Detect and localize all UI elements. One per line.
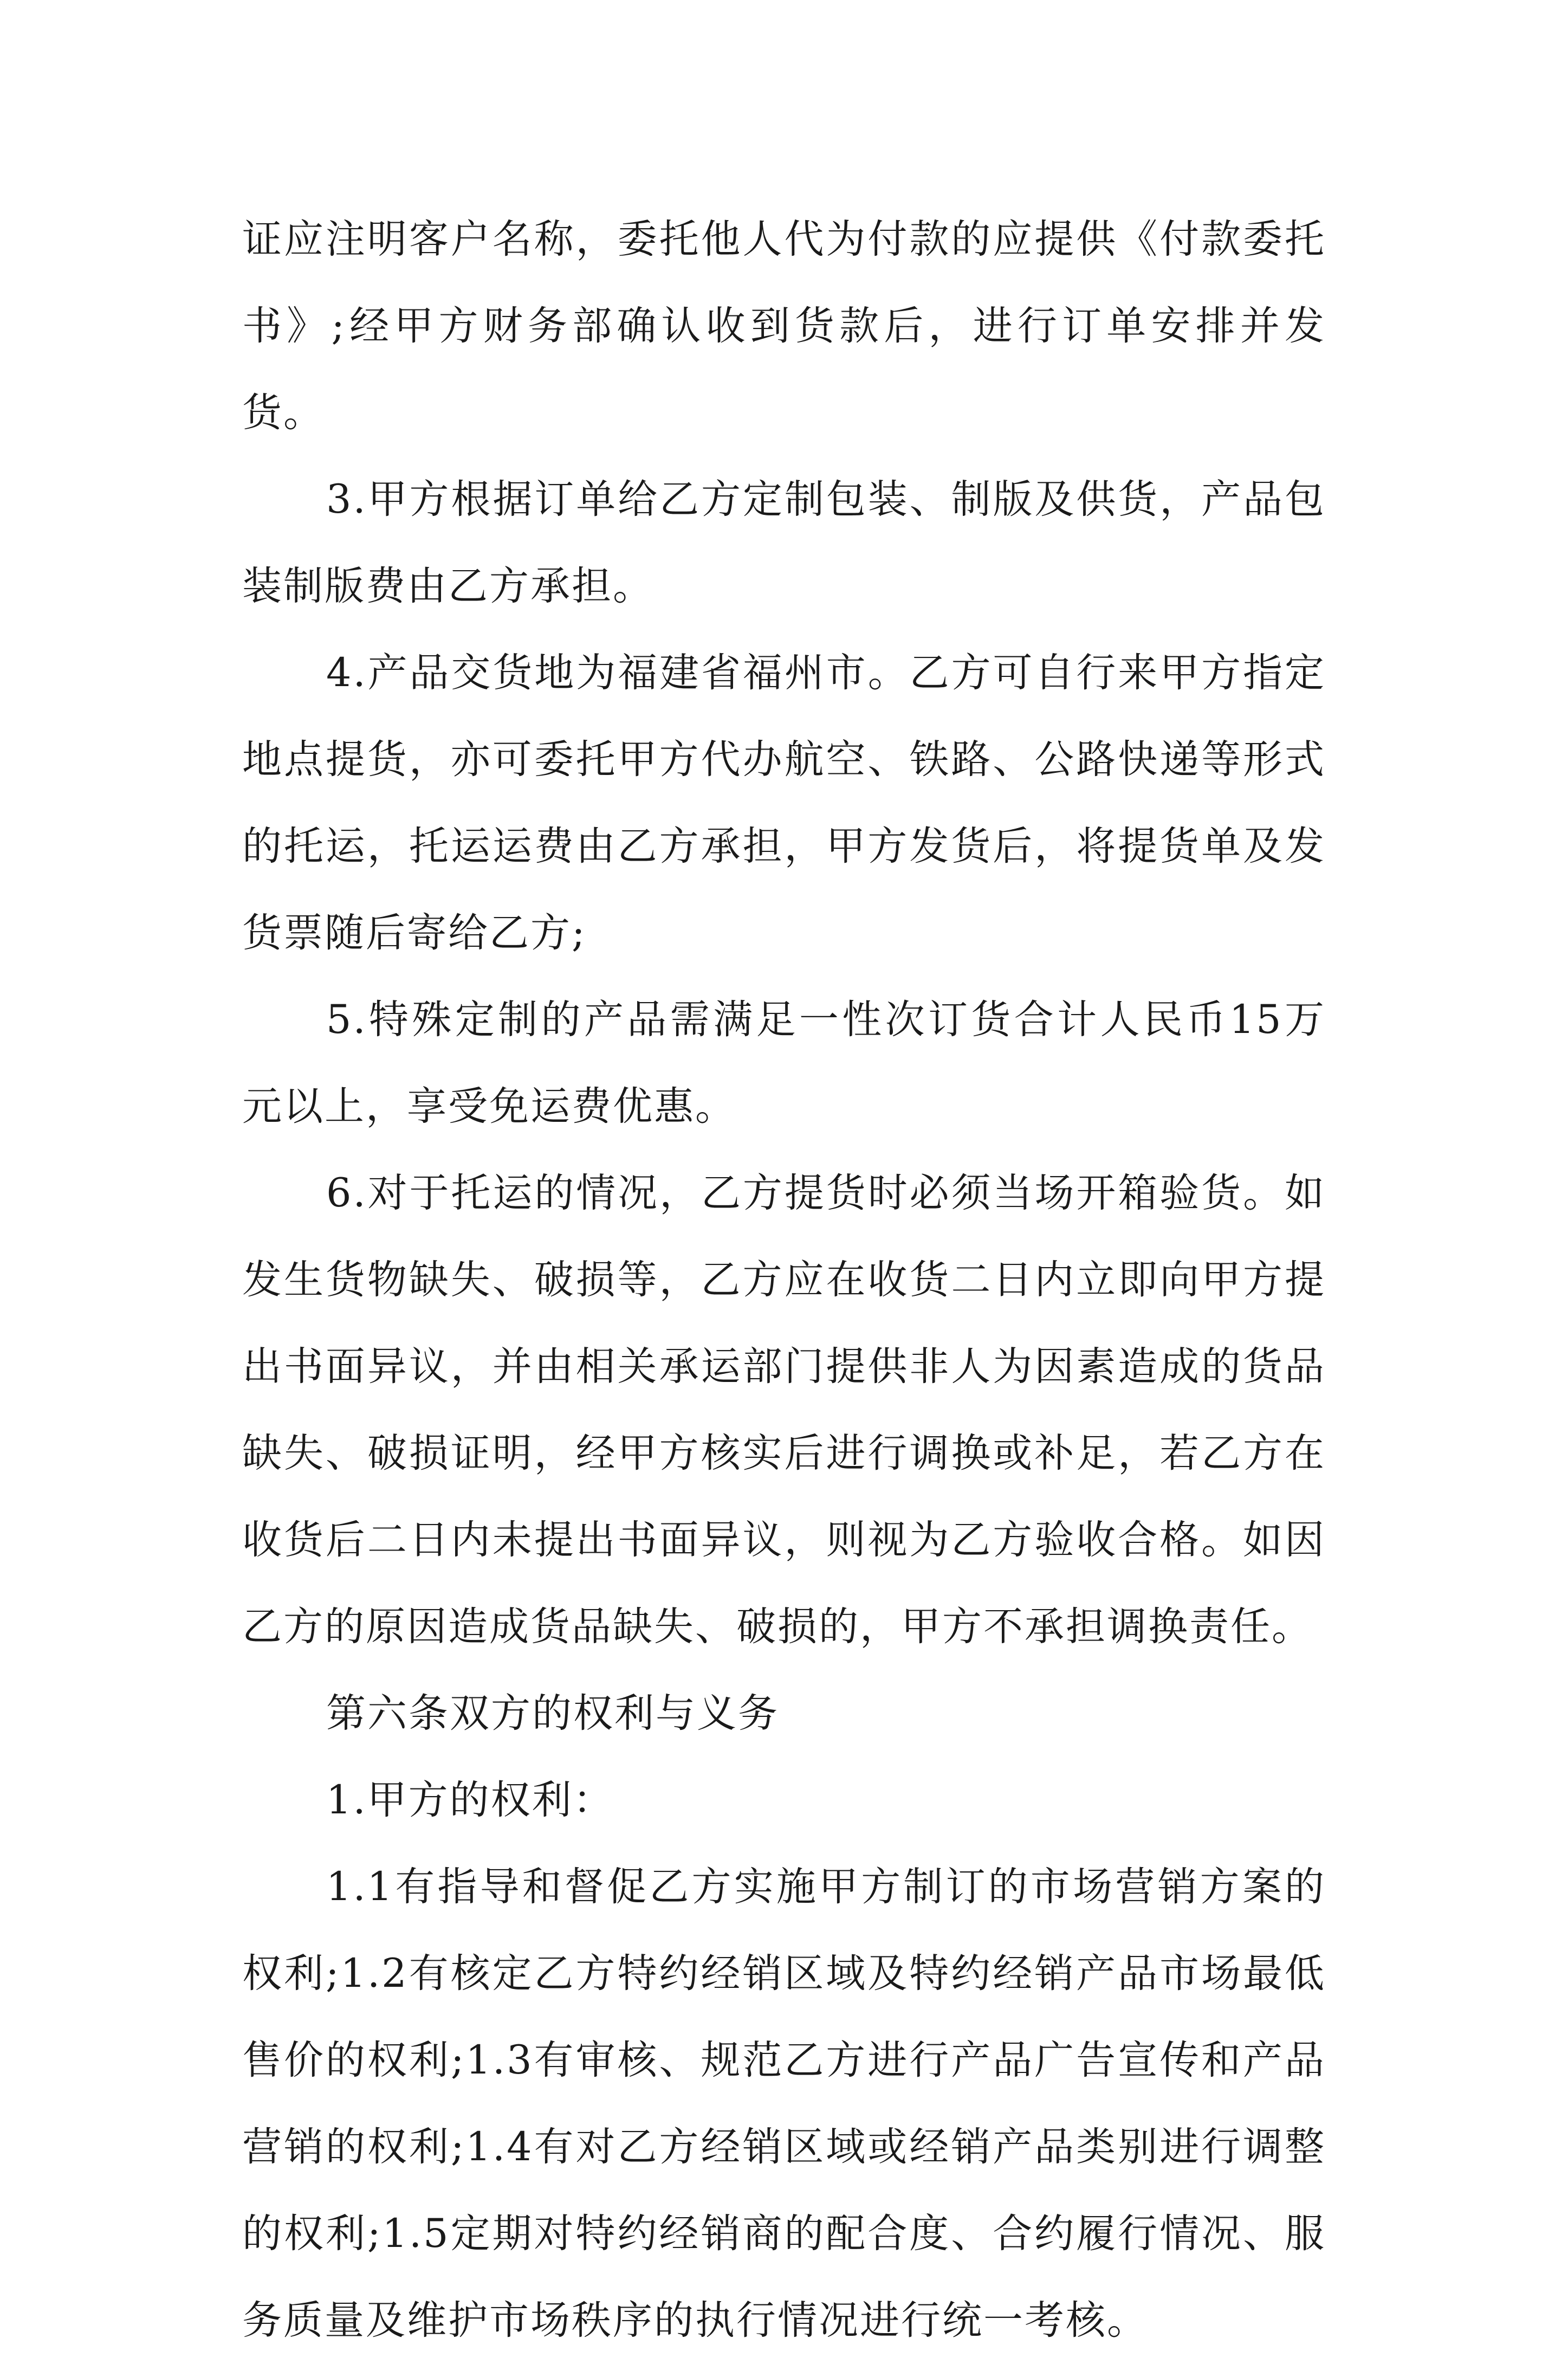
- paragraph-rights-list: 1.1有指导和督促乙方实施甲方制订的市场营销方案的权利;1.2有核定乙方特约经销区域及特约经销产品市场最低售价的权利;1.3有审核、规范乙方进行产品广告宣传和产品营销的权利;1.4有对乙方经销区域或经销产品类别进行调整的权利;1.5定期对特约经销商的配合度、合约履行情况、服务质量及维护市场秩序的执行情况进行统一考核。: [242, 1864, 1326, 2343]
- paragraph-clause-5: 5.特殊定制的产品需满足一性次订货合计人民币15万元以上，享受免运费优惠。: [242, 997, 1326, 1129]
- paragraph-clause-6: 6.对于托运的情况，乙方提货时必须当场开箱验货。如发生货物缺失、破损等，乙方应在收货二日内立即向甲方提出书面异议，并由相关承运部门提供非人为因素造成的货品缺失、破损证明，经甲方核实后进行调换或补足，若乙方在收货后二日内未提出书面异议，则视为乙方验收合格。如因乙方的原因造成货品缺失、破损的，甲方不承担调换责任。: [242, 1170, 1326, 1650]
- section-heading-article-6: 第六条双方的权利与义务: [326, 1690, 779, 1736]
- paragraph-clause-4: 4.产品交货地为福建省福州市。乙方可自行来甲方指定地点提货，亦可委托甲方代办航空、铁路、公路快递等形式的托运，托运运费由乙方承担，甲方发货后，将提货单及发货票随后寄给乙方;: [242, 650, 1326, 956]
- paragraph-clause-3: 3.甲方根据订单给乙方定制包装、制版及供货，产品包装制版费由乙方承担。: [242, 476, 1326, 609]
- subheading-party-a-rights: 1.甲方的权利：: [326, 1777, 614, 1823]
- paragraph-continuation: 证应注明客户名称，委托他人代为付款的应提供《付款委托书》;经甲方财务部确认收到货款后，进行订单安排并发货。: [242, 216, 1326, 436]
- document-body: [242, 196, 1326, 2364]
